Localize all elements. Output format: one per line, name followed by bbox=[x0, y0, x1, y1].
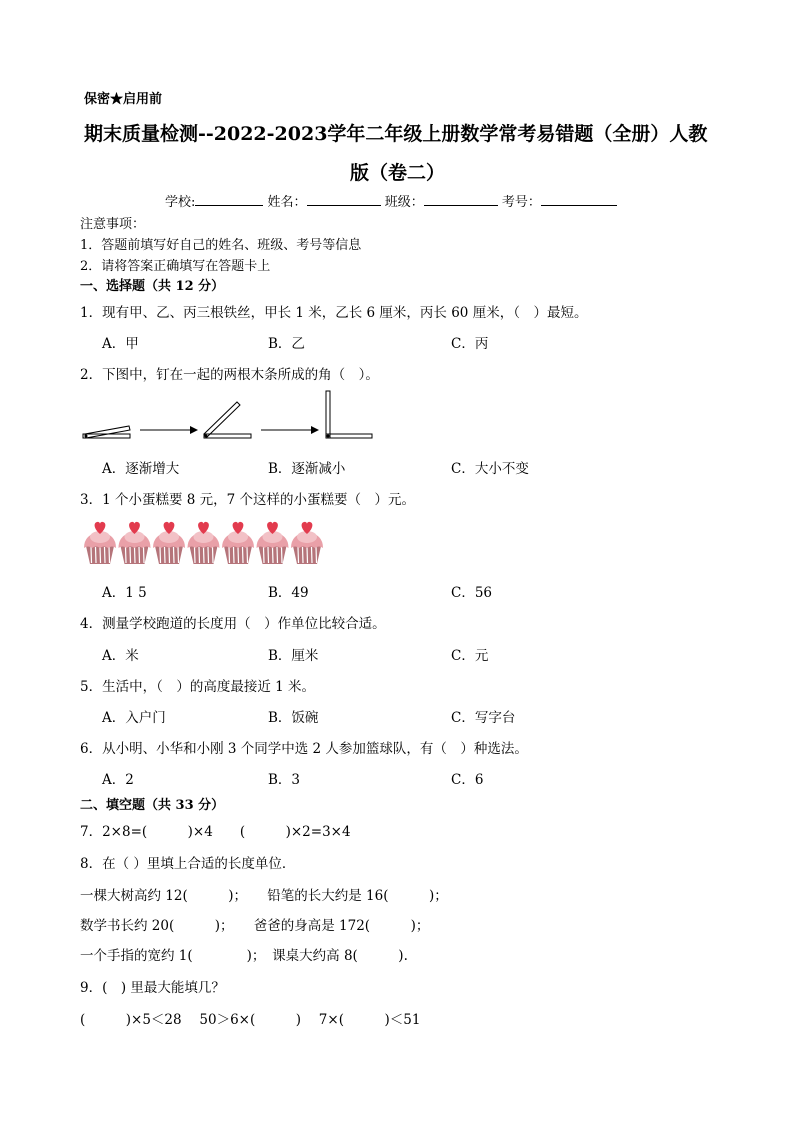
q5-option-a[interactable]: A．入户门 bbox=[102, 710, 166, 726]
q4-option-a[interactable]: A．米 bbox=[102, 648, 139, 664]
question-9-line: ( )×5＜28 50＞6×( ) 7×( )＜51 bbox=[80, 1012, 421, 1028]
small-angle-figure bbox=[83, 426, 130, 438]
angle-diagram bbox=[80, 388, 380, 444]
q2-option-c[interactable]: C．大小不变 bbox=[451, 461, 529, 477]
q3-option-c[interactable]: C．56 bbox=[451, 585, 493, 601]
arrow-1 bbox=[140, 426, 198, 434]
cupcake-icon bbox=[222, 522, 254, 564]
student-info-row bbox=[165, 191, 617, 210]
notes-heading: 注意事项： bbox=[80, 217, 146, 232]
class-label: 班级： bbox=[384, 195, 424, 210]
number-blank[interactable] bbox=[541, 192, 617, 206]
question-3-stem: 3．1 个小蛋糕要 8 元，7 个这样的小蛋糕要（ ）元。 bbox=[80, 492, 416, 508]
q2-option-a[interactable]: A．逐渐增大 bbox=[102, 461, 180, 477]
question-8-line: 一个手指的宽约 1( )； 课桌大约高 8( ). bbox=[80, 948, 408, 964]
secret-label: 保密★启用前 bbox=[84, 92, 163, 107]
arrow-2 bbox=[261, 426, 319, 434]
question-2-stem: 2．下图中，钉在一起的两根木条所成的角（ ）。 bbox=[80, 367, 379, 383]
q1-option-c[interactable]: C．丙 bbox=[451, 336, 489, 352]
page-title-line1: 期末质量检测--2022-2023学年二年级上册数学常考易错题（全册）人教 bbox=[84, 123, 708, 145]
cupcake-icon bbox=[188, 522, 220, 564]
q6-option-b[interactable]: B．3 bbox=[268, 772, 301, 788]
section-heading-choice: 一、选择题（共 12 分） bbox=[80, 279, 225, 294]
q4-option-b[interactable]: B．厘米 bbox=[268, 648, 319, 664]
question-1-stem: 1．现有甲、乙、丙三根铁丝，甲长 1 米，乙长 6 厘米，丙长 60 厘米，（ ）最短。 bbox=[80, 305, 588, 321]
class-blank[interactable] bbox=[424, 192, 498, 206]
medium-angle-figure bbox=[204, 402, 251, 438]
question-7: 7．2×8=( )×4 ( )×2=3×4 bbox=[80, 824, 351, 840]
q6-option-a[interactable]: A．2 bbox=[102, 772, 134, 788]
question-8-line: 一棵大树高约 12( )； 铅笔的长大约是 16( )； bbox=[80, 888, 448, 904]
q3-option-a[interactable]: A．1 5 bbox=[102, 585, 147, 601]
q3-option-b[interactable]: B．49 bbox=[268, 585, 309, 601]
question-8-line: 数学书长约 20( )； 爸爸的身高是 172( )； bbox=[80, 918, 430, 934]
cupcake-icon bbox=[291, 522, 323, 564]
q6-option-c[interactable]: C．6 bbox=[451, 772, 484, 788]
notes-item: 1．答题前填写好自己的姓名、班级、考号等信息 bbox=[80, 238, 362, 253]
cupcake-icon bbox=[84, 522, 116, 564]
school-blank[interactable] bbox=[195, 192, 263, 206]
page-title-line2: 版（卷二） bbox=[350, 162, 446, 184]
name-label: 姓名： bbox=[267, 195, 307, 210]
number-label: 考号： bbox=[501, 195, 541, 210]
question-9-stem: 9．( ) 里最大能填几？ bbox=[80, 980, 225, 996]
question-4-stem: 4．测量学校跑道的长度用（ ）作单位比较合适。 bbox=[80, 616, 386, 632]
cupcake-icon bbox=[153, 522, 185, 564]
q4-option-c[interactable]: C．元 bbox=[451, 648, 489, 664]
q5-option-b[interactable]: B．饭碗 bbox=[268, 710, 319, 726]
name-blank[interactable] bbox=[307, 192, 381, 206]
question-6-stem: 6．从小明、小华和小刚 3 个同学中选 2 人参加篮球队，有（ ）种选法。 bbox=[80, 741, 528, 757]
question-8-stem: 8．在（ ）里填上合适的长度单位． bbox=[80, 856, 296, 872]
school-label: 学校: bbox=[165, 195, 196, 210]
question-5-stem: 5．生活中，（ ）的高度最接近 1 米。 bbox=[80, 679, 316, 695]
cupcake-icon bbox=[119, 522, 151, 564]
cupcake-icon bbox=[257, 522, 289, 564]
q2-option-b[interactable]: B．逐渐减小 bbox=[268, 461, 346, 477]
cupcakes-picture bbox=[82, 518, 338, 566]
q5-option-c[interactable]: C．写字台 bbox=[451, 710, 516, 726]
section-heading-fill: 二、填空题（共 33 分） bbox=[80, 798, 225, 813]
notes-item: 2．请将答案正确填写在答题卡上 bbox=[80, 259, 271, 274]
q1-option-a[interactable]: A．甲 bbox=[102, 336, 139, 352]
q1-option-b[interactable]: B．乙 bbox=[268, 336, 305, 352]
right-angle-figure bbox=[326, 391, 372, 438]
